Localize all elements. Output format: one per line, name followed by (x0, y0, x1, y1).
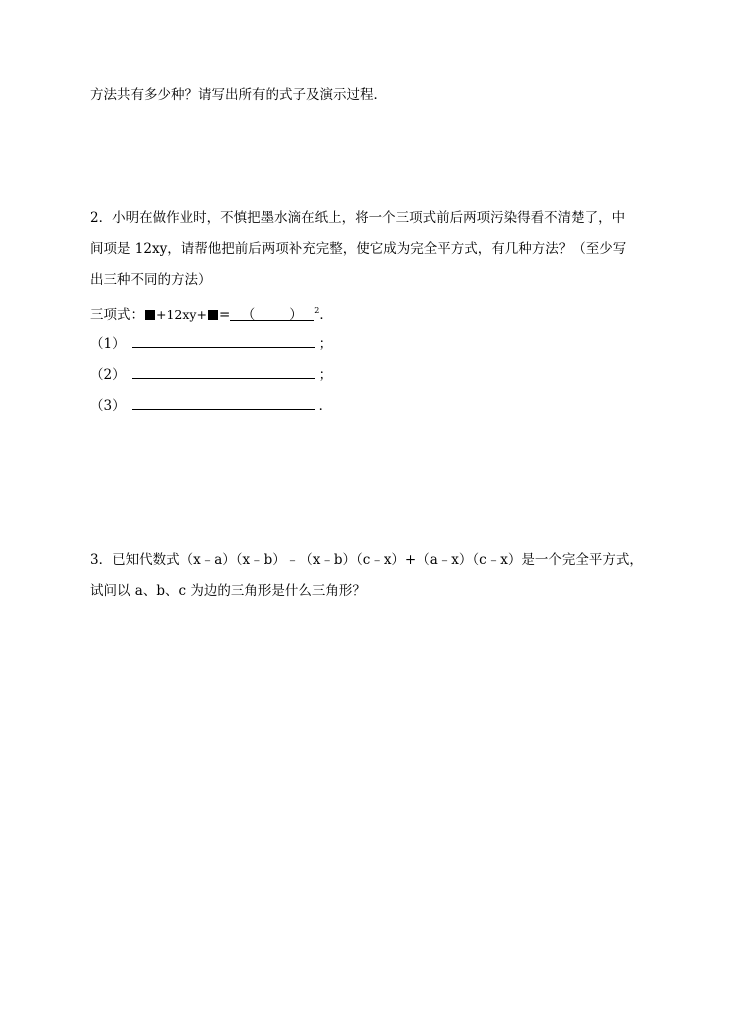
answer-end-3: ． (318, 398, 333, 414)
answer-label-1: （1） (90, 336, 126, 352)
answer-line-2 (90, 364, 332, 384)
answer-end-2: ； (318, 367, 333, 383)
ink-blot-square-icon (145, 310, 155, 320)
question-2-line-2: 间项是 12xy，请帮他把前后两项补充完整，使它成为完全平方式，有几种方法？（至少写 (90, 241, 627, 257)
paren-open: （ (241, 307, 256, 323)
paren-close: ） (289, 307, 303, 323)
trinomial-label: 三项式： (90, 307, 144, 323)
ink-blot-square-icon (208, 310, 218, 320)
intro-line: 方法共有多少种？请写出所有的式子及演示过程． (90, 87, 387, 103)
trinomial-answer-blank[interactable] (230, 306, 314, 321)
question-2-line-3: 出三种不同的方法） (90, 272, 212, 288)
trinomial-middle-term: +12xy+ (156, 307, 207, 322)
question-2-line-1: 2．小明在做作业时，不慎把墨水滴在纸上，将一个三项式前后两项污染得看不清楚了，中 (90, 210, 626, 226)
question-3-line-2: 试问以 a、b、c 为边的三角形是什么三角形？ (90, 583, 366, 599)
answer-line-3 (90, 395, 332, 415)
trinomial-equals: = (218, 307, 231, 323)
answer-blank-1[interactable] (132, 333, 315, 348)
answer-line-1 (90, 333, 332, 353)
square-exponent: 2 (314, 306, 320, 315)
answer-blank-3[interactable] (132, 395, 315, 410)
answer-label-3: （3） (90, 398, 126, 414)
answer-blank-2[interactable] (132, 364, 315, 379)
trinomial-line (90, 302, 333, 324)
trinomial-end: ． (319, 307, 333, 323)
question-3-line-1: 3．已知代数式（x﹣a）（x﹣b）﹣（x﹣b）（c﹣x）+（a﹣x）（c﹣x）是一个完全平方式， (90, 552, 643, 568)
answer-label-2: （2） (90, 367, 126, 383)
answer-end-1: ； (318, 336, 333, 352)
